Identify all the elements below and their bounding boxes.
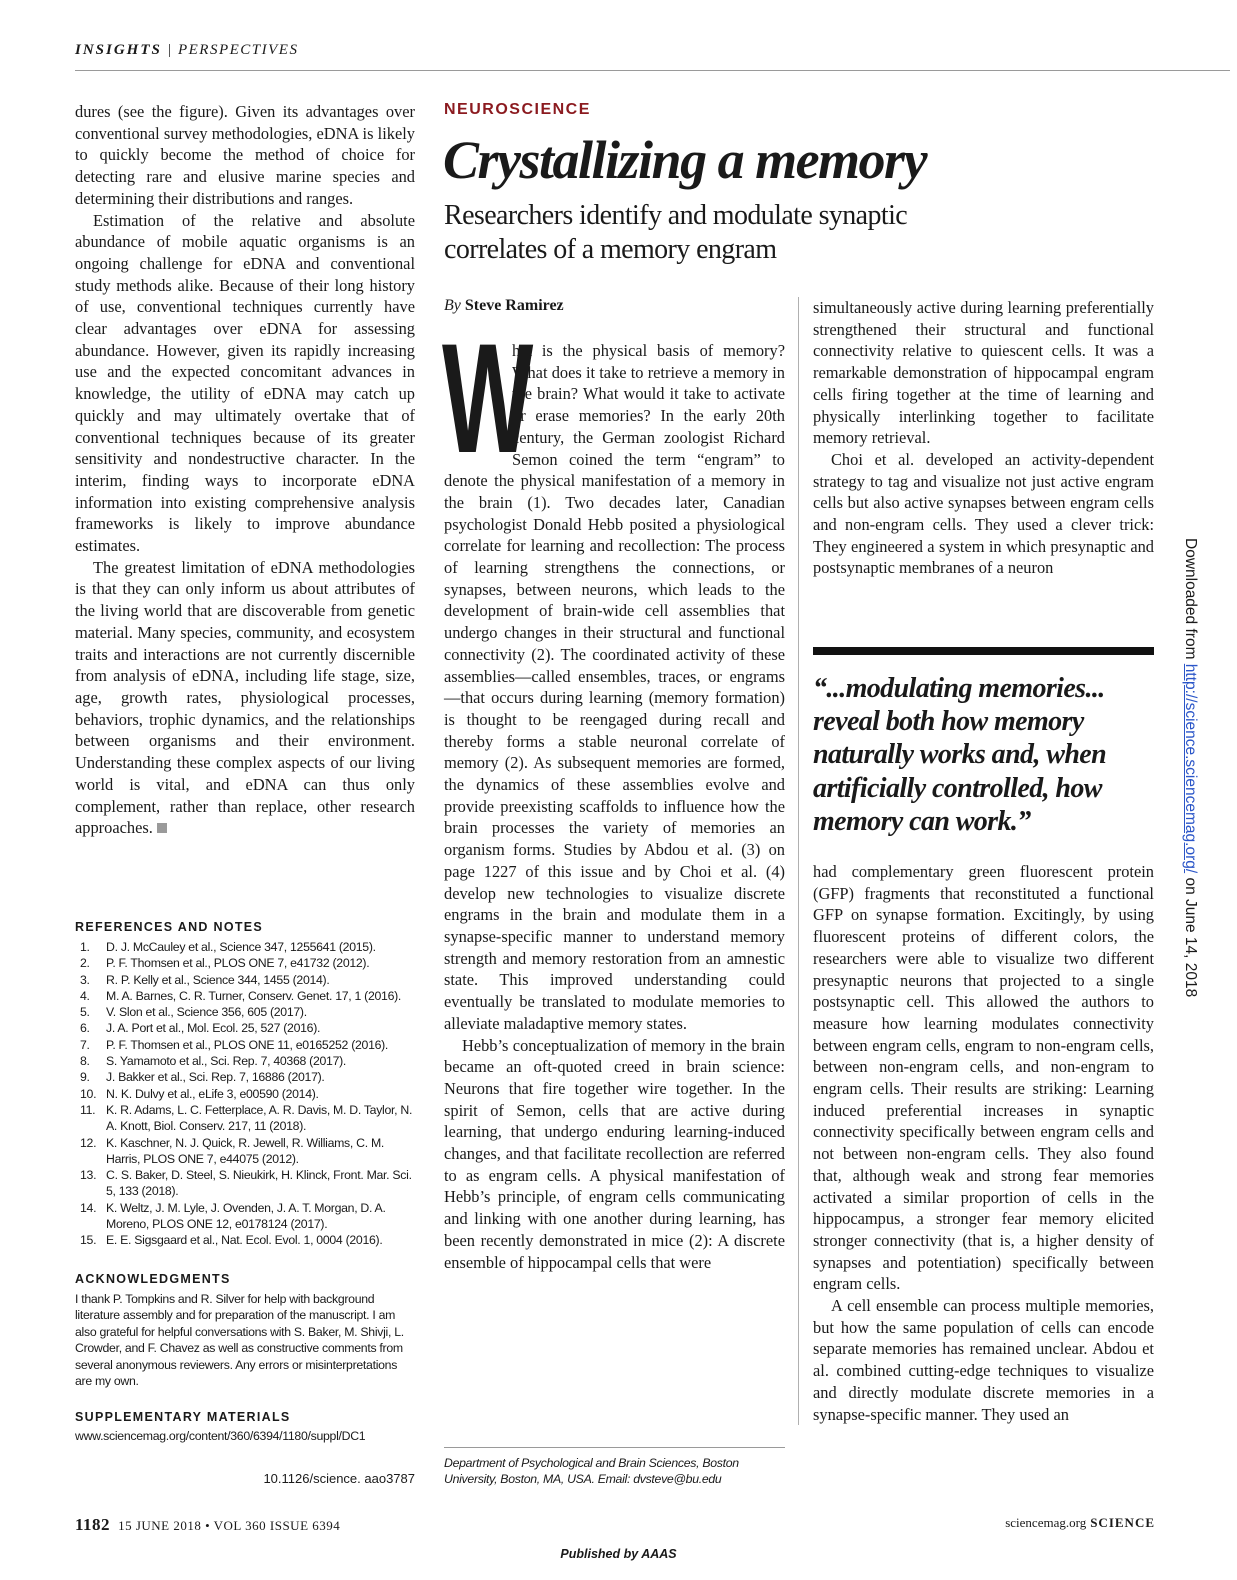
reference-text: C. S. Baker, D. Steel, S. Nieukirk, H. Klinck, Front. Mar. Sci. 5, 133 (2018). xyxy=(106,1168,412,1199)
author-name: Steve Ramirez xyxy=(464,297,564,314)
reference-text: S. Yamamoto et al., Sci. Rep. 7, 40368 (2017). xyxy=(106,1054,347,1069)
reference-text: D. J. McCauley et al., Science 347, 1255641 (2015). xyxy=(106,940,376,954)
reference-text: K. R. Adams, L. C. Fetterplace, A. R. Davis, M. D. Taylor, N. A. Knott, Biol. Conserv. 217, 11 (2018). xyxy=(106,1102,413,1134)
reference-text: K. Weltz, J. M. Lyle, J. Ovenden, J. A. T. Morgan, D. A. Moreno, PLOS ONE 12, e0178124 (2017). xyxy=(106,1200,386,1232)
reference-item xyxy=(75,1167,415,1200)
reference-item xyxy=(75,955,415,971)
end-mark-icon xyxy=(157,823,167,833)
reference-number: 12. xyxy=(80,1135,97,1150)
reference-number: 5. xyxy=(80,1005,90,1020)
reference-item xyxy=(75,1102,415,1135)
doi: 10.1126/science. aao3787 xyxy=(263,1471,415,1486)
reference-text: N. K. Dulvy et al., eLife 3, e00590 (2014). xyxy=(106,1086,319,1101)
right-paragraph-1: simultaneously active during learning preferentially strengthened their structural and functional connectivity relative to quiescent cells. It was a remarkable demonstration of hippocampal engram cells firing together at the time of learning and physically interlinking together to facilitate memory retrieval. xyxy=(813,298,1154,448)
middle-column xyxy=(442,312,785,1273)
download-link[interactable]: http://science.sciencemag.org/ xyxy=(1182,663,1199,874)
running-header xyxy=(75,42,298,59)
publisher-note: Published by AAAS xyxy=(560,1547,677,1561)
reference-item xyxy=(75,1232,415,1248)
middle-paragraph-1-text: hat is the physical basis of memory? What does it take to retrieve a memory in the brain? What would it take to activate or erase memories? In the early 20th century, the German zoologist Richard Semon coined the term “engram” to denote the physical manifestation of a memory in the brain (1). Two decades later, Canadian psychologist Donald Hebb posited a physiological correlate for learning and recollection: The process of learning strengthens the connections, or synapses, between neurons, which leads to the development of brain-wide cell assemblies that undergo changes in their structural and functional connectivity (2). The coordinated activity of these assemblies—called ensembles, traces, or engrams—that occurs during learning (memory formation) is thought to be reengaged during recall and thereby forms a stable neuronal correlate of memory (2). As subsequent memories are formed, the dynamics of these assemblies evolve and provide preexisting scaffolds to influence how the brain processes the variety of memories an organism forms. Studies by Abdou et al. (3) on page 1227 of this issue and by Choi et al. (4) develop new technologies to visualize discrete engrams in the brain and modulate them in a synapse-specific manner to understand memory strength and memory restoration from an amnestic state. This improved understanding could eventually be translated to modulate memories to alleviate maladaptive memory states. xyxy=(444,341,785,1033)
issue-info: 15 JUNE 2018 • VOL 360 ISSUE 6394 xyxy=(118,1518,341,1533)
reference-number: 1. xyxy=(80,940,90,954)
right-paragraph-2: Choi et al. developed an activity-dependent strategy to tag and visualize not just active engram cells but also active synapses between engram cells and non-engram cells. They used a clever trick: They engineered a system in which presynaptic and postsynaptic membranes of a neuron xyxy=(813,449,1154,578)
acknowledgments-heading: ACKNOWLEDGMENTS xyxy=(75,1272,231,1286)
reference-number: 3. xyxy=(80,972,90,987)
reference-text: J. Bakker et al., Sci. Rep. 7, 16886 (2017). xyxy=(106,1070,325,1085)
reference-item xyxy=(75,1200,415,1233)
header-subsection: PERSPECTIVES xyxy=(177,42,299,58)
supplementary-url[interactable]: www.sciencemag.org/content/360/6394/1180/suppl/DC1 xyxy=(75,1429,366,1443)
section-label: NEUROSCIENCE xyxy=(444,101,591,118)
right-column-top xyxy=(813,297,1154,579)
reference-number: 15. xyxy=(80,1233,97,1248)
reference-text: P. F. Thomsen et al., PLOS ONE 7, e41732 (2012). xyxy=(106,956,370,971)
header-separator: | xyxy=(167,42,173,58)
reference-text: R. P. Kelly et al., Science 344, 1455 (2014). xyxy=(106,972,330,987)
column-divider xyxy=(798,297,799,1425)
affiliation-rule xyxy=(444,1447,785,1448)
reference-number: 14. xyxy=(80,1200,97,1215)
footer-site: sciencemag.org xyxy=(1005,1515,1087,1530)
acknowledgments-text: I thank P. Tompkins and R. Silver for help with background literature assembly and for preparation of the manuscript. I am also grateful for helpful conversations with S. Baker, M. Shivji, L. Crowder, and F. Chavez as well as constructive comments from several anonymous reviewers. Any errors or misinterpretations are my own. xyxy=(75,1292,404,1389)
header-section: INSIGHTS xyxy=(75,42,162,58)
reference-number: 2. xyxy=(80,956,90,971)
reference-text: V. Slon et al., Science 356, 605 (2017). xyxy=(106,1005,307,1020)
reference-number: 13. xyxy=(80,1168,97,1183)
reference-item xyxy=(75,1020,415,1036)
footer-journal: SCIENCE xyxy=(1090,1515,1155,1530)
download-note-text xyxy=(1175,538,1205,1038)
reference-item xyxy=(75,939,415,955)
references-list xyxy=(75,939,415,1249)
left-paragraph-3 xyxy=(75,557,415,839)
reference-text: K. Kaschner, N. J. Quick, R. Jewell, R. Williams, C. M. Harris, PLOS ONE 7, e44075 (2012). xyxy=(106,1135,385,1166)
drop-cap: W xyxy=(442,312,534,486)
author-affiliation: Department of Psychological and Brain Sciences, Boston University, Boston, MA, USA. Email: dvsteve@bu.edu xyxy=(444,1456,739,1486)
pull-quote: “...modulating memories... reveal both how memory naturally works and, when artificially controlled, how memory can work.” xyxy=(813,673,1107,837)
left-paragraph-1: dures (see the figure). Given its advantages over conventional survey methodologies, eDNA is likely to quickly become the method of choice for detecting rare and elusive marine species and determining their distributions and ranges. xyxy=(75,102,415,208)
reference-number: 4. xyxy=(80,988,90,1003)
right-column-bottom xyxy=(813,861,1154,1425)
page-number: 1182 xyxy=(75,1515,111,1534)
left-paragraph-2: Estimation of the relative and absolute abundance of mobile aquatic organisms is an ongoing challenge for eDNA and conventional study methods alike. Because of their long history of use, conventional techniques currently have clear advantages over eDNA for assessing abundance. However, given its rapidly increasing use and the expected concomitant advances in knowledge, the utility of eDNA may catch up quickly and may ultimately overtake that of conventional techniques because of its greater sensitivity and nondestructive character. In the interim, finding ways to incorporate eDNA information into existing comprehensive analysis frameworks is likely to improve abundance estimates. xyxy=(75,210,415,556)
reference-text: E. E. Sigsgaard et al., Nat. Ecol. Evol. 1, 0004 (2016). xyxy=(106,1233,383,1248)
references-heading: REFERENCES AND NOTES xyxy=(75,920,264,934)
article-subtitle: Researchers identify and modulate synaptic correlates of a memory engram xyxy=(444,200,908,265)
reference-number: 8. xyxy=(80,1054,90,1069)
download-note xyxy=(1175,538,1205,1038)
reference-item xyxy=(75,1135,415,1168)
download-note-suffix: on June 14, 2018 xyxy=(1182,873,1199,998)
article-title: Crystallizing a memory xyxy=(443,130,927,190)
reference-item xyxy=(75,1086,415,1102)
footer-right xyxy=(860,1515,1155,1531)
footer-left xyxy=(75,1515,340,1535)
middle-paragraph-2: Hebb’s conceptualization of memory in the brain became an oft-quoted creed in brain science: Neurons that fire together wire together. In the spirit of Semon, cells that are active during learning, that undergo enduring learning-induced changes, and that facilitate recollection are referred to as engram cells. A physical manifestation of Hebb’s principle, of engram cells communicating and linking with one another during learning, has been recently demonstrated in mice (2): A discrete ensemble of hippocampal cells that were xyxy=(444,1035,785,1272)
pull-quote-rule xyxy=(813,647,1154,655)
download-note-prefix: Downloaded from xyxy=(1182,538,1199,664)
reference-text: P. F. Thomsen et al., PLOS ONE 11, e0165252 (2016). xyxy=(106,1037,389,1052)
reference-item xyxy=(75,1004,415,1020)
reference-item xyxy=(75,972,415,988)
reference-number: 10. xyxy=(80,1086,97,1101)
reference-number: 9. xyxy=(80,1070,90,1085)
reference-item xyxy=(75,1053,415,1069)
supplementary-heading: SUPPLEMENTARY MATERIALS xyxy=(75,1410,291,1424)
left-column xyxy=(75,101,415,839)
byline-prefix: By xyxy=(444,297,461,314)
reference-number: 6. xyxy=(80,1021,90,1036)
header-rule xyxy=(75,70,1230,71)
reference-text: M. A. Barnes, C. R. Turner, Conserv. Genet. 17, 1 (2016). xyxy=(106,988,402,1003)
middle-paragraph-1 xyxy=(442,312,785,1035)
right-paragraph-4: A cell ensemble can process multiple memories, but how the same population of cells can encode separate memories has remained unclear. Abdou et al. combined cutting-edge techniques to visualize and directly modulate discrete memories in a synapse-specific manner. They used an xyxy=(813,1296,1154,1424)
reference-number: 11. xyxy=(80,1102,96,1117)
left-paragraph-3-text: The greatest limitation of eDNA methodologies is that they can only inform us about attributes of the living world that are discoverable from genetic material. Many species, community, and ecosystem traits and interactions are not currently discernible from analysis of eDNA, including life stage, size, age, growth rates, physiological processes, behaviors, trophic dynamics, and the relationships between organisms and their environment. Understanding these complex aspects of our living world is vital, and eDNA can thus only complement, rather than replace, other research approaches. xyxy=(75,557,415,838)
right-paragraph-3: had complementary green fluorescent protein (GFP) fragments that reconstituted a functional GFP on synapse formation. Excitingly, by using fluorescent proteins of different colors, the researchers were able to visualize two different presynaptic neurons that projected to a single postsynaptic cell. This allowed the authors to measure how learning modulates connectivity between engram cells, engram to non-engram cells, between non-engram cells, and non-engram to engram cells. Their results are striking: Learning induced preferential increases in synaptic connectivity specifically between engram cells and not between non-engram cells. They also found that, although weak and strong fear memories activated a similar proportion of cells in the hippocampus, a stronger fear memory elicited stronger connectivity (that is, a higher density of synapses and potentiation) specifically between engram cells. xyxy=(813,862,1154,1294)
reference-item xyxy=(75,1037,415,1053)
reference-item xyxy=(75,988,415,1004)
reference-number: 7. xyxy=(80,1037,90,1052)
reference-text: J. A. Port et al., Mol. Ecol. 25, 527 (2016). xyxy=(106,1021,321,1036)
reference-item xyxy=(75,1069,415,1085)
